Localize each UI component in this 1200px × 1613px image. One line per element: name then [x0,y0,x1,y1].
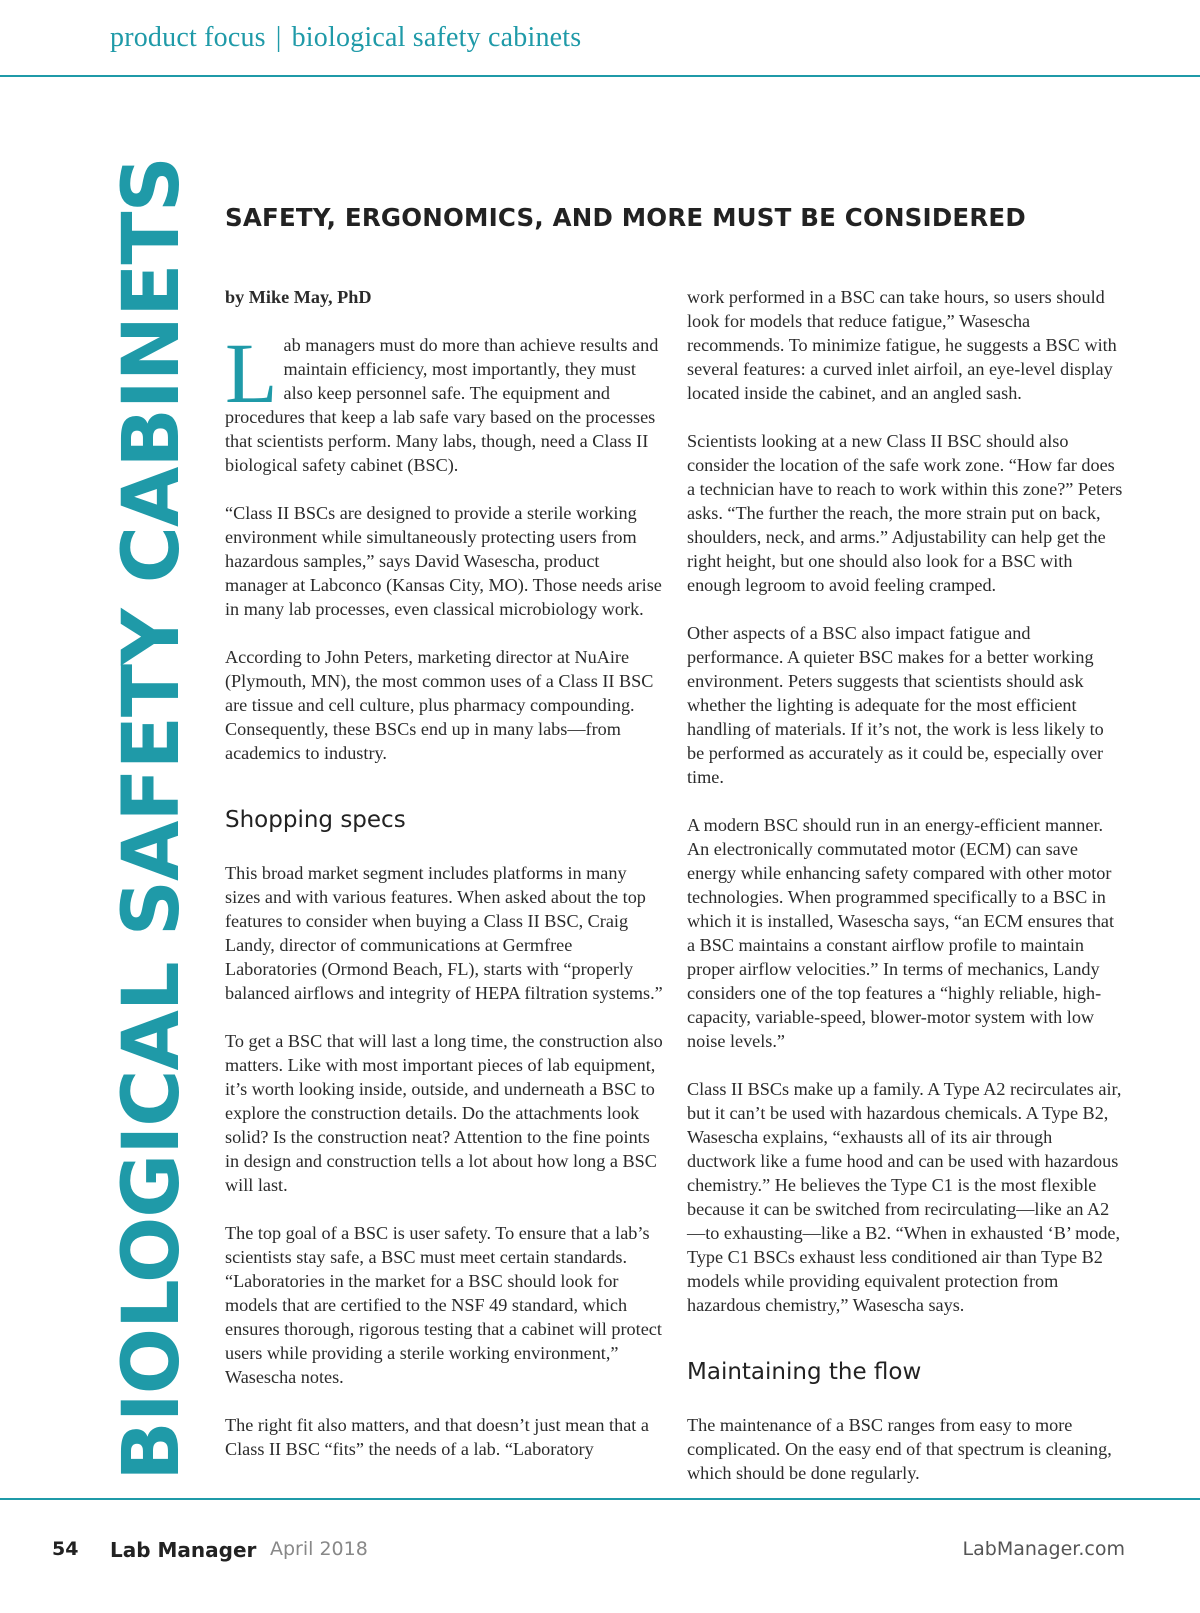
header-separator: | [275,22,282,53]
paragraph: This broad market segment includes platforms in many sizes and with various features. When asked about the top features to consider when buying a Class II BSC, Craig Landy, director of communications at Germfree Laboratories (Ormond Beach, FL), starts with “properly balanced airflows and integrity of HEPA filtration systems.” [225,863,663,1003]
paragraph: Other aspects of a BSC also impact fatigue and performance. A quieter BSC makes for a better working environment. Peters suggests that scientists should ask whether the lighting is adequate for the most efficient handling of materials. If it’s not, the work is less likely to be performed as accurately as it could be, especially over time. [687,623,1104,787]
paragraph: Class II BSCs make up a family. A Type A2 recirculates air, but it can’t be used with hazardous chemicals. A Type B2, Wasescha explains, “exhausts all of its air through ductwork like a fume hood and can be used with hazardous chemistry.” He believes the Type C1 is the most flexible because it can be switched from recirculating—like an A2—to exhausting—like a B2. “When in exhausted ‘B’ mode, Type C1 BSCs exhaust less conditioned air than Type B2 models while providing equivalent protection from hazardous chemistry,” Wasescha says. [687,1079,1122,1315]
magazine-name: Lab Manager [110,1538,257,1562]
page-number: 54 [52,1538,79,1560]
article-headline: SAFETY, ERGONOMICS, AND MORE MUST BE CONSIDERED [225,203,1026,232]
intro-text: ab managers must do more than achieve results and maintain efficiency, most importantly, they must also keep personnel safe. The equipment and procedures that keep a lab safe vary based on the processes that scientists perform. Many labs, though, need a Class II biological safety cabinet (BSC). [225,335,659,475]
subhead-maintaining-flow: Maintaining the flow [687,1359,922,1385]
left-column [225,285,663,1485]
paragraph: The right fit also matters, and that doesn’t just mean that a Class II BSC “fits” the needs of a lab. “Laboratory [225,1415,649,1459]
paragraph: To get a BSC that will last a long time, the construction also matters. Like with most important pieces of lab equipment, it’s worth looking inside, outside, and underneath a BSC to explore the construction details. Do the attachments look solid? Is the construction neat? Attention to the fine points in design and construction tells a lot about how long a BSC will last. [225,1031,663,1195]
paragraph: “Class II BSCs are designed to provide a sterile working environment while simultaneously protecting users from hazardous samples,” says David Wasescha, product manager at Labconco (Kansas City, MO). Those needs arise in many lab processes, even classical microbiology work. [225,503,662,619]
paragraph: Scientists looking at a new Class II BSC should also consider the location of the safe work zone. “How far does a technician have to reach to work within this zone?” Peters asks. “The further the reach, the more strain put on back, shoulders, neck, and arms.” Adjustability can help get the right height, but one should also look for a BSC with enough legroom to avoid feeling cramped. [687,431,1123,595]
drop-cap: L [225,325,278,421]
paragraph: According to John Peters, marketing director at NuAire (Plymouth, MN), the most common uses of a Class II BSC are tissue and cell culture, plus pharmacy compounding. Consequently, these BSCs end up in many labs—from academics to industry. [225,647,654,763]
bottom-divider [0,1498,1200,1500]
intro-paragraph [225,325,663,477]
section-header [110,22,581,54]
paragraph: The maintenance of a BSC ranges from easy to more complicated. On the easy end of that spectrum is cleaning, which should be done regularly. [687,1415,1112,1483]
right-column [687,285,1125,1509]
top-divider [0,75,1200,77]
issue-date: April 2018 [270,1538,368,1560]
paragraph: The top goal of a BSC is user safety. To ensure that a lab’s scientists stay safe, a BSC must meet certain standards. “Laboratories in the market for a BSC should look for models that are certified to the NSF 49 standard, which ensures thorough, rigorous testing that a cabinet will protect users while providing a sterile working environment,” Wasescha notes. [225,1223,662,1387]
paragraph: A modern BSC should run in an energy-efficient manner. An electronically commutated motor (ECM) can save energy while enhancing safety compared with other motor technologies. When programmed specifically to a BSC in which it is installed, Wasescha says, “an ECM ensures that a BSC maintains a constant airflow profile to maintain proper airflow velocities.” In terms of mechanics, Landy considers one of the top features a “highly reliable, high-capacity, variable-speed, blower-motor system with low noise levels.” [687,815,1115,1051]
paragraph: work performed in a BSC can take hours, so users should look for models that reduce fatigue,” Wasescha recommends. To minimize fatigue, he suggests a BSC with several features: a curved inlet airfoil, an eye-level display located inside the cabinet, and an angled sash. [687,287,1117,403]
vertical-title: BIOLOGICAL SAFETY CABINETS [107,157,197,1481]
website-link[interactable]: LabManager.com [962,1538,1125,1560]
topic-label: biological safety cabinets [291,22,582,53]
section-label: product focus [110,22,266,53]
subhead-shopping-specs: Shopping specs [225,807,406,833]
byline: by Mike May, PhD [225,287,372,307]
